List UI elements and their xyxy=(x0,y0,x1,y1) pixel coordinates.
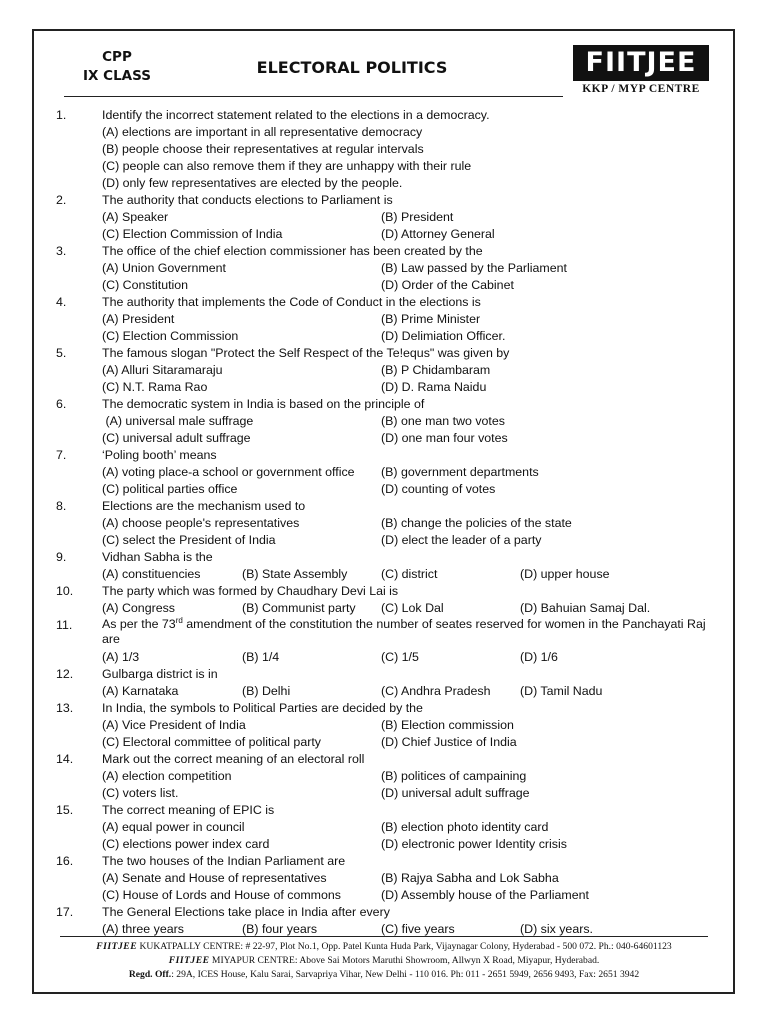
question-number: 7. xyxy=(56,448,67,462)
question-text: The office of the chief election commissioner has been created by the xyxy=(102,244,483,258)
question-number: 13. xyxy=(56,701,74,715)
question-16 xyxy=(0,853,768,870)
option-a: (A) Alluri Sitaramaraju xyxy=(102,363,223,377)
question-number: 14. xyxy=(56,752,74,766)
fiitjee-logo: FIITJEE xyxy=(573,45,709,81)
question-14 xyxy=(0,751,768,768)
option-c: (C) Electoral committee of political party xyxy=(102,735,321,749)
question-number: 8. xyxy=(56,499,67,513)
question-number: 6. xyxy=(56,397,67,411)
option-d: (D) upper house xyxy=(520,567,610,581)
option-a: (A) Senate and House of representatives xyxy=(102,871,327,885)
footer-miyapur xyxy=(40,954,728,968)
option-c: (C) district xyxy=(381,567,438,581)
option-a: (A) Vice President of India xyxy=(102,718,246,732)
footer-divider xyxy=(60,936,708,937)
question-text: The party which was formed by Chaudhary Devi Lai is xyxy=(102,584,399,598)
option-c: (C) select the President of India xyxy=(102,533,276,547)
option-c: (C) House of Lords and House of commons xyxy=(102,888,341,902)
footer-kukatpally xyxy=(40,940,728,954)
question-number: 5. xyxy=(56,346,67,360)
option-d: (D) one man four votes xyxy=(381,431,508,445)
option-d: (D) Attorney General xyxy=(381,227,495,241)
question-2 xyxy=(0,192,768,209)
question-5 xyxy=(0,345,768,362)
option-d: (D) D. Rama Naidu xyxy=(381,380,487,394)
centre-label: KKP / MYP CENTRE xyxy=(582,83,700,95)
question-text: The two houses of the Indian Parliament are xyxy=(102,854,346,868)
question-text: The democratic system in India is based on the principle of xyxy=(102,397,425,411)
question-text-part: amendment of the constitution the number of seates reserved for women in the Panchayati Raj are xyxy=(102,617,706,646)
option-b: (B) government departments xyxy=(381,465,539,479)
option-b: (B) Rajya Sabha and Lok Sabha xyxy=(381,871,559,885)
header-divider xyxy=(64,96,563,97)
question-9 xyxy=(0,549,768,566)
option-b: (B) Election commission xyxy=(381,718,514,732)
option-a: (A) constituencies xyxy=(102,567,201,581)
option-b: (B) Communist party xyxy=(242,601,356,615)
option-a: (A) universal male suffrage xyxy=(102,414,254,428)
question-number: 11. xyxy=(56,618,73,632)
option-a: (A) equal power in council xyxy=(102,820,245,834)
option-c: (C) people can also remove them if they are unhappy with their rule xyxy=(102,159,472,173)
question-11 xyxy=(0,617,768,649)
class-name: IX CLASS xyxy=(83,68,151,84)
option-c: (C) N.T. Rama Rao xyxy=(102,380,208,394)
option-c: (C) universal adult suffrage xyxy=(102,431,251,445)
question-number: 3. xyxy=(56,244,67,258)
question-list xyxy=(0,107,768,938)
question-text: Mark out the correct meaning of an electoral roll xyxy=(102,752,365,766)
option-d: (D) only few representatives are elected by the people. xyxy=(102,176,403,190)
option-b: (B) election photo identity card xyxy=(381,820,549,834)
option-a: (A) elections are important in all representative democracy xyxy=(102,125,423,139)
question-text: Vidhan Sabha is the xyxy=(102,550,213,564)
option-c: (C) Constitution xyxy=(102,278,189,292)
option-d: (D) Bahuian Samaj Dal. xyxy=(520,601,651,615)
option-b: (B) Prime Minister xyxy=(381,312,481,326)
footer-address: : 29A, ICES House, Kalu Sarai, Sarvapriya Vihar, New Delhi - 110 016. Ph: 011 - 2651 5949, 2656 9493, Fax: 2651 3942 xyxy=(171,969,640,980)
option-a: (A) Speaker xyxy=(102,210,169,224)
question-number: 2. xyxy=(56,193,67,207)
question-10 xyxy=(0,583,768,600)
footer-address: KUKATPALLY CENTRE: # 22-97, Plot No.1, Opp. Patel Kunta Huda Park, Vijaynagar Colony, Hyderabad - 500 072. Ph.: 040-64601123 xyxy=(137,941,672,952)
option-b: (B) 1/4 xyxy=(242,650,280,664)
question-15 xyxy=(0,802,768,819)
option-a: (A) election competition xyxy=(102,769,232,783)
option-d: (D) electronic power Identity crisis xyxy=(381,837,567,851)
option-b: (B) Law passed by the Parliament xyxy=(381,261,567,275)
option-a: (A) President xyxy=(102,312,175,326)
option-c: (C) Election Commission of India xyxy=(102,227,283,241)
question-12 xyxy=(0,666,768,683)
option-b: (B) people choose their representatives at regular intervals xyxy=(102,142,424,156)
question-3 xyxy=(0,243,768,260)
option-c: (C) 1/5 xyxy=(381,650,419,664)
question-text: The authority that implements the Code of Conduct in the elections is xyxy=(102,295,481,309)
option-d: (D) six years. xyxy=(520,922,593,936)
question-8 xyxy=(0,498,768,515)
question-6 xyxy=(0,396,768,413)
class-label xyxy=(82,48,152,86)
option-d: (D) Tamil Nadu xyxy=(520,684,603,698)
footer-brand: FIITJEE xyxy=(96,941,138,952)
option-b: (B) P Chidambaram xyxy=(381,363,491,377)
option-c: (C) Election Commission xyxy=(102,329,239,343)
question-text: Identify the incorrect statement related to the elections in a democracy. xyxy=(102,108,490,122)
ordinal-suffix: rd xyxy=(175,615,183,625)
question-number: 17. xyxy=(56,905,74,919)
question-number: 16. xyxy=(56,854,74,868)
cpp-label: CPP xyxy=(102,49,132,65)
option-d: (D) 1/6 xyxy=(520,650,558,664)
question-number: 15. xyxy=(56,803,74,817)
question-1 xyxy=(0,107,768,124)
option-c: (C) voters list. xyxy=(102,786,179,800)
question-text xyxy=(102,617,722,647)
option-b: (B) Delhi xyxy=(242,684,291,698)
option-d: (D) counting of votes xyxy=(381,482,496,496)
option-a: (A) Karnataka xyxy=(102,684,179,698)
question-text: The correct meaning of EPIC is xyxy=(102,803,275,817)
question-text-part: As per the 73 xyxy=(102,617,176,631)
page-title: ELECTORAL POLITICS xyxy=(256,58,448,77)
question-4 xyxy=(0,294,768,311)
question-17 xyxy=(0,904,768,921)
option-b: (B) politices of campaining xyxy=(381,769,527,783)
option-b: (B) change the policies of the state xyxy=(381,516,572,530)
footer xyxy=(40,940,728,982)
option-d: (D) Chief Justice of India xyxy=(381,735,517,749)
option-b: (B) President xyxy=(381,210,454,224)
question-number: 10. xyxy=(56,584,74,598)
option-a: (A) Congress xyxy=(102,601,175,615)
option-c: (C) Lok Dal xyxy=(381,601,444,615)
question-7 xyxy=(0,447,768,464)
option-a: (A) choose people's representatives xyxy=(102,516,300,530)
option-d: (D) universal adult suffrage xyxy=(381,786,530,800)
option-d: (D) Order of the Cabinet xyxy=(381,278,514,292)
question-text: The famous slogan "Protect the Self Respect of the Te!equs" was given by xyxy=(102,346,510,360)
question-number: 1. xyxy=(56,108,67,122)
option-d: (D) Delimiation Officer. xyxy=(381,329,506,343)
regd-label: Regd. Off. xyxy=(128,969,172,980)
question-text: ‘Poling booth’ means xyxy=(102,448,217,462)
option-a: (A) Union Government xyxy=(102,261,226,275)
option-b: (B) one man two votes xyxy=(381,414,505,428)
option-b: (B) four years xyxy=(242,922,318,936)
question-number: 12. xyxy=(56,667,74,681)
option-c: (C) Andhra Pradesh xyxy=(381,684,491,698)
footer-brand: FIITJEE xyxy=(168,955,210,966)
footer-address: MIYAPUR CENTRE: Above Sai Motors Maruthi Showroom, Allwyn X Road, Miyapur, Hyderabad. xyxy=(209,955,600,966)
option-c: (C) five years xyxy=(381,922,455,936)
option-a: (A) three years xyxy=(102,922,184,936)
question-text: Elections are the mechanism used to xyxy=(102,499,306,513)
question-text: In India, the symbols to Political Parties are decided by the xyxy=(102,701,423,715)
question-text: Gulbarga district is in xyxy=(102,667,218,681)
option-a: (A) voting place-a school or government office xyxy=(102,465,355,479)
question-number: 9. xyxy=(56,550,67,564)
option-b: (B) State Assembly xyxy=(242,567,348,581)
option-a: (A) 1/3 xyxy=(102,650,140,664)
option-d: (D) Assembly house of the Parliament xyxy=(381,888,589,902)
question-13 xyxy=(0,700,768,717)
footer-regd-office xyxy=(40,968,728,982)
question-number: 4. xyxy=(56,295,67,309)
option-c: (C) political parties office xyxy=(102,482,238,496)
option-c: (C) elections power index card xyxy=(102,837,270,851)
question-text: The General Elections take place in India after every xyxy=(102,905,390,919)
option-d: (D) elect the leader of a party xyxy=(381,533,542,547)
question-text: The authority that conducts elections to Parliament is xyxy=(102,193,393,207)
